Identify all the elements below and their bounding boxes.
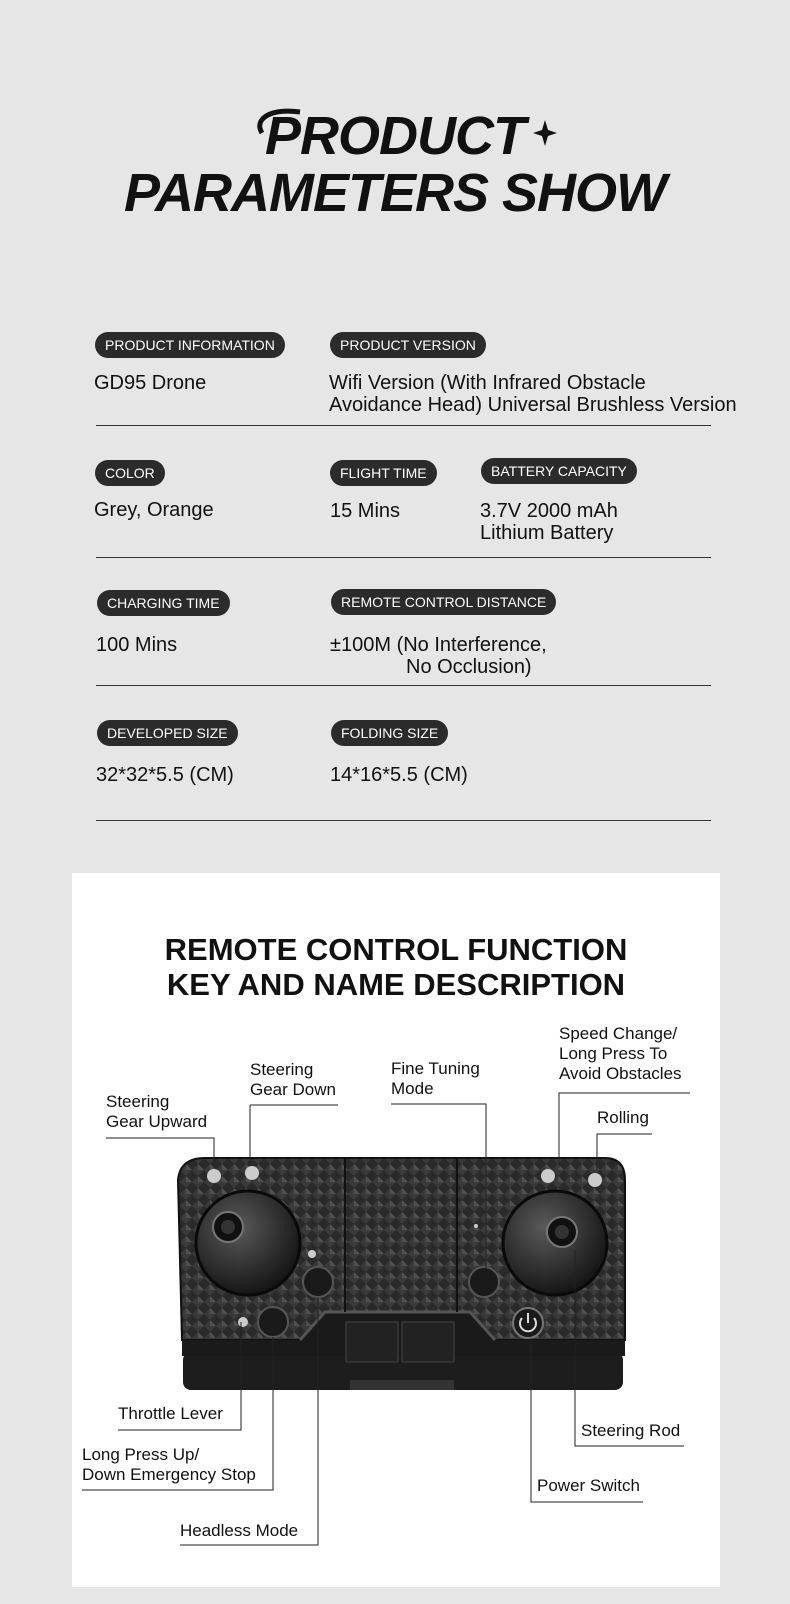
folding-size-badge: FOLDING SIZE: [331, 720, 448, 746]
battery-capacity-badge: BATTERY CAPACITY: [481, 458, 637, 484]
folding-size-value: 14*16*5.5 (CM): [330, 764, 468, 786]
label-steering-gear-upward-1: Steering: [106, 1092, 170, 1111]
remote-distance-value-2: No Occlusion): [406, 656, 532, 678]
speed-icon: [541, 1169, 555, 1183]
label-throttle-lever: Throttle Lever: [118, 1404, 223, 1423]
charging-time-value: 100 Mins: [96, 634, 178, 656]
battery-capacity-value-1: 3.7V 2000 mAh: [480, 500, 618, 522]
remote-distance-badge: REMOTE CONTROL DISTANCE: [331, 589, 556, 615]
label-fine-tuning-2: Mode: [391, 1079, 434, 1098]
remote-title-line1: REMOTE CONTROL FUNCTION: [164, 932, 628, 967]
remote-distance-value-1: ±100M (No Interference,: [330, 634, 547, 656]
label-steering-gear-upward-2: Gear Upward: [106, 1112, 208, 1131]
emergency-button: [258, 1307, 288, 1337]
fine-tuning-button: [469, 1267, 499, 1297]
label-speed-change-2: Long Press To: [559, 1044, 668, 1063]
remote-title-line2: KEY AND NAME DESCRIPTION: [166, 967, 626, 1002]
label-steering-gear-down-2: Gear Down: [250, 1080, 336, 1099]
color-badge: COLOR: [95, 460, 165, 486]
label-rolling: Rolling: [597, 1108, 649, 1127]
developed-size-value: 32*32*5.5 (CM): [96, 764, 234, 786]
label-speed-change-1: Speed Change/: [559, 1024, 678, 1043]
flight-time-value: 15 Mins: [330, 500, 401, 522]
label-power-switch: Power Switch: [537, 1476, 640, 1495]
label-fine-tuning-1: Fine Tuning: [391, 1059, 480, 1078]
camera-icon: [207, 1169, 221, 1183]
label-steering-gear-down-1: Steering: [250, 1060, 314, 1079]
label-speed-change-3: Avoid Obstacles: [559, 1064, 682, 1083]
label-emergency-2: Down Emergency Stop: [82, 1465, 256, 1484]
rolling-icon: [588, 1173, 602, 1187]
product-information-value: GD95 Drone: [94, 372, 207, 394]
photo-icon: [245, 1166, 259, 1180]
product-information-badge: PRODUCT INFORMATION: [95, 332, 285, 358]
product-version-value-2: Avoidance Head) Universal Brushless Version: [329, 394, 737, 416]
battery-capacity-value-2: Lithium Battery: [480, 522, 614, 544]
title-text-1: PRODUCT: [265, 106, 525, 166]
product-version-badge: PRODUCT VERSION: [330, 332, 486, 358]
label-steering-rod: Steering Rod: [581, 1421, 681, 1440]
left-joystick: [196, 1191, 300, 1295]
page-title-line2: PARAMETERS SHOW: [123, 163, 666, 223]
flight-time-badge: FLIGHT TIME: [330, 460, 437, 486]
developed-size-badge: DEVELOPED SIZE: [97, 720, 238, 746]
color-value: Grey, Orange: [94, 499, 214, 521]
label-emergency-1: Long Press Up/: [82, 1445, 200, 1464]
headless-button: [303, 1267, 333, 1297]
label-headless-mode: Headless Mode: [180, 1521, 299, 1540]
charging-time-badge: CHARGING TIME: [97, 590, 230, 616]
product-version-value-1: Wifi Version (With Infrared Obstacle: [329, 372, 646, 394]
